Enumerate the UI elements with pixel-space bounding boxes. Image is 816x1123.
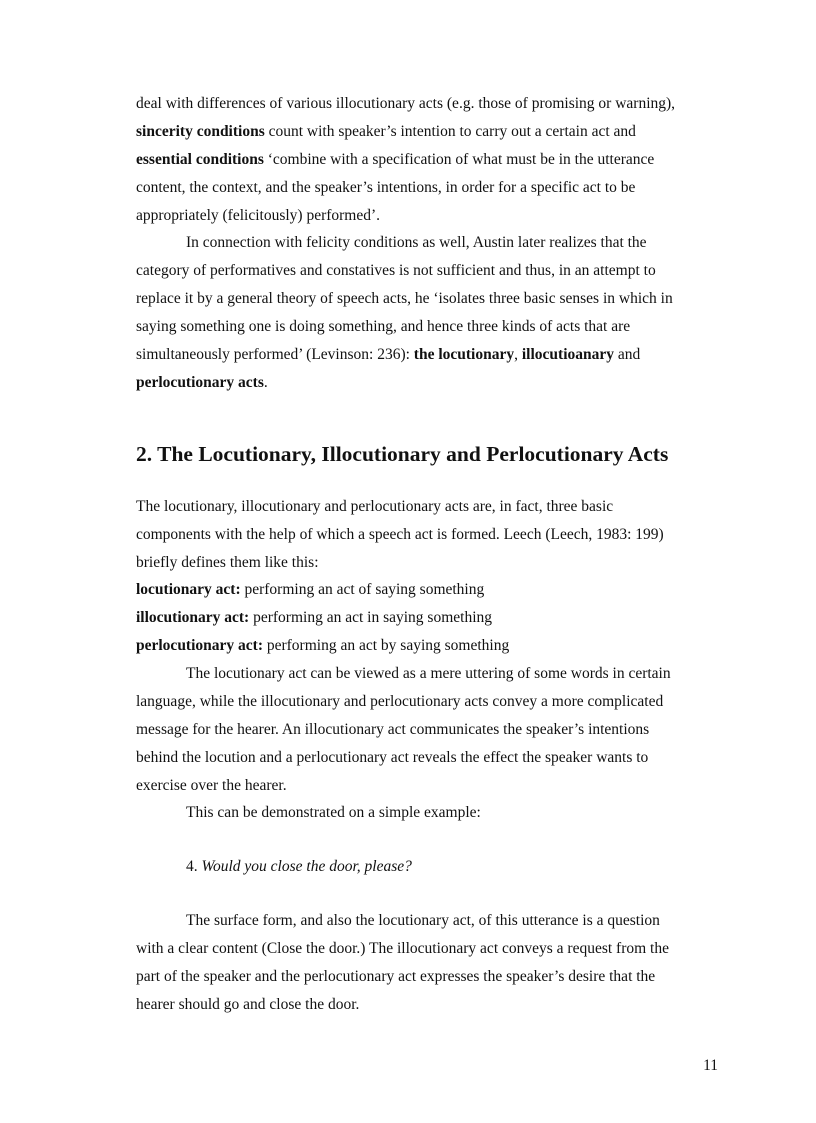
body-text-line: appropriately (felicitously) performed’.: [136, 207, 381, 224]
body-text-line: hearer should go and close the door.: [136, 996, 360, 1013]
body-text-line: exercise over the hearer.: [136, 777, 287, 794]
definition-locutionary: locutionary act: performing an act of saying something: [136, 581, 485, 598]
body-text-line: with a clear content (Close the door.) The illocutionary act conveys a request from the: [136, 940, 669, 957]
body-text-line: content, the context, and the speaker’s intentions, in order for a specific act to be: [136, 179, 636, 196]
term-perlocutionary-acts: perlocutionary acts: [136, 374, 264, 391]
term-sincerity-conditions: sincerity conditions: [136, 123, 265, 140]
term-essential-conditions: essential conditions: [136, 151, 264, 168]
body-text-line: briefly defines them like this:: [136, 554, 319, 571]
body-text-line: category of performatives and constatives is not sufficient and thus, in an attempt to: [136, 262, 656, 279]
body-text-line: replace it by a general theory of speech acts, he ‘isolates three basic senses in which in: [136, 290, 673, 307]
body-text-line: This can be demonstrated on a simple example:: [186, 804, 481, 821]
body-text-line: deal with differences of various illocutionary acts (e.g. those of promising or warning),: [136, 95, 676, 112]
body-text-line: perlocutionary acts.: [136, 374, 268, 391]
body-text-line: saying something one is doing something, and hence three kinds of acts that are: [136, 318, 631, 335]
body-text-line: components with the help of which a speech act is formed. Leech (Leech, 1983: 199): [136, 526, 664, 543]
term-locutionary: the locutionary: [413, 346, 515, 363]
body-text-line: simultaneously performed’ (Levinson: 236): the locutionary, illocutioanary and: [136, 346, 641, 363]
section-heading: 2. The Locutionary, Illocutionary and Perlocutionary Acts: [136, 442, 669, 466]
term-illocutionary: illocutioanary: [521, 346, 614, 363]
body-text-line: In connection with felicity conditions as well, Austin later realizes that the: [186, 234, 647, 251]
body-text-line: part of the speaker and the perlocutionary act expresses the speaker’s desire that the: [136, 968, 656, 985]
body-text-line: The surface form, and also the locutionary act, of this utterance is a question: [186, 912, 660, 929]
body-text-line: essential conditions ‘combine with a specification of what must be in the utterance: [136, 151, 655, 168]
page-number: 11: [703, 1057, 718, 1074]
body-text-line: The locutionary, illocutionary and perlocutionary acts are, in fact, three basic: [136, 498, 614, 515]
body-text-line: sincerity conditions count with speaker’s intention to carry out a certain act and: [136, 123, 636, 140]
example-sentence: 4. Would you close the door, please?: [186, 858, 412, 875]
body-text-line: message for the hearer. An illocutionary act communicates the speaker’s intentions: [136, 721, 650, 738]
body-text-line: language, while the illocutionary and perlocutionary acts convey a more complicated: [136, 693, 664, 710]
body-text-line: behind the locution and a perlocutionary act reveals the effect the speaker wants to: [136, 749, 649, 766]
body-text-line: The locutionary act can be viewed as a mere uttering of some words in certain: [186, 665, 671, 682]
definition-perlocutionary: perlocutionary act: performing an act by saying something: [136, 637, 510, 654]
definition-illocutionary: illocutionary act: performing an act in saying something: [136, 609, 492, 626]
